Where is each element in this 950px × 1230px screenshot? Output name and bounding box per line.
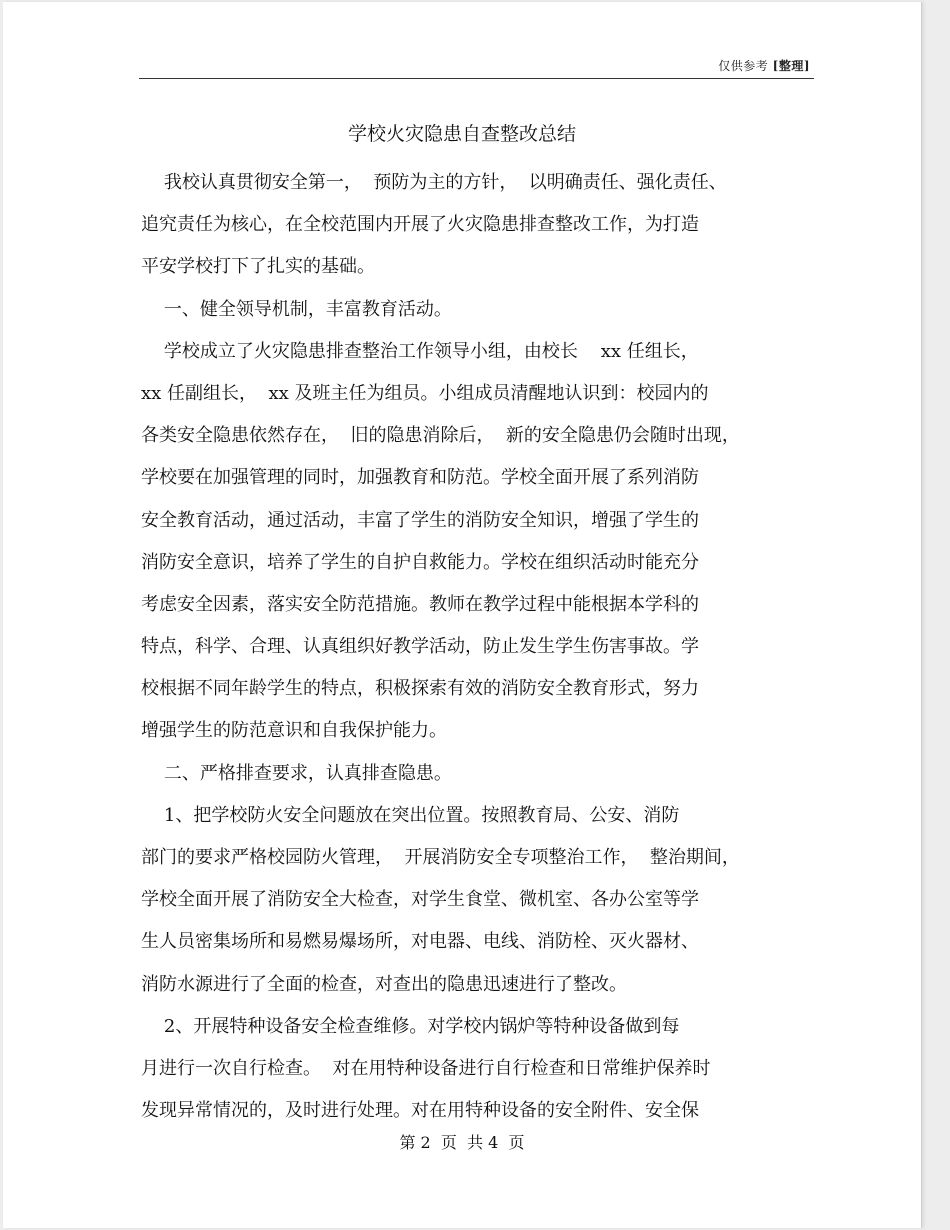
- body-line: 2、开展特种设备安全检查维修。对学校内锅炉等特种设备做到每: [141, 1015, 680, 1037]
- body-line: 增强学生的防范意识和自我保护能力。: [141, 720, 447, 742]
- body-line: 生人员密集场所和易燃易爆场所，对电器、电线、消防栓、灭火器材、: [141, 931, 699, 953]
- document-title: 学校火灾隐患自查整改总结: [347, 123, 576, 145]
- body-line: 我校认真贯彻安全第一， 预防为主的方针， 以明确责任、强化责任、: [141, 172, 727, 193]
- header-divider: [139, 78, 814, 79]
- body-line: 发现异常情况的，及时进行处理。对在用特种设备的安全附件、安全保: [141, 1100, 699, 1122]
- body-line: 各类安全隐患依然存在， 旧的隐患消除后， 新的安全隐患仍会随时出现，: [141, 425, 740, 447]
- header-note: 仅供参考: [718, 59, 769, 73]
- body-line: 平安学校打下了扎实的基础。: [141, 256, 375, 278]
- document-body: [141, 162, 821, 1132]
- page-number-footer: 第 2 页 共 4 页: [399, 1133, 525, 1152]
- body-line: 学校全面开展了消防安全大检查，对学生食堂、微机室、各办公室等学: [141, 889, 699, 911]
- body-line: 学校成立了火灾隐患排查整治工作领导小组，由校长 xx 任组长，: [141, 340, 699, 362]
- body-line: 安全教育活动，通过活动，丰富了学生的消防安全知识，增强了学生的: [141, 509, 699, 531]
- section-heading: 一、健全领导机制，丰富教育活动。: [141, 298, 452, 320]
- body-line: 校根据不同年龄学生的特点，积极探索有效的消防安全教育形式，努力: [141, 678, 699, 700]
- section-heading: 二、严格排查要求，认真排查隐患。: [141, 762, 452, 784]
- document-page: [3, 2, 922, 1228]
- body-line: xx 任副组长， xx 及班主任为组员。小组成员清醒地认识到：校园内的: [141, 382, 709, 404]
- body-line: 消防安全意识，培养了学生的自护自救能力。学校在组织活动时能充分: [141, 551, 699, 573]
- body-line: 消防水源进行了全面的检查，对查出的隐患迅速进行了整改。: [141, 973, 627, 995]
- body-line: 1、把学校防火安全问题放在突出位置。按照教育局、公安、消防: [141, 804, 680, 826]
- body-line: 部门的要求严格校园防火管理， 开展消防安全专项整治工作， 整治期间，: [141, 847, 740, 868]
- header-tag: [整理]: [772, 59, 810, 73]
- body-line: 月进行一次自行检查。 对在用特种设备进行自行检查和日常维护保养时: [141, 1057, 711, 1079]
- body-line: 考虑安全因素，落实安全防范措施。教师在教学过程中能根据本学科的: [141, 593, 699, 615]
- body-line: 学校要在加强管理的同时，加强教育和防范。学校全面开展了系列消防: [141, 467, 699, 489]
- body-line: 追究责任为核心，在全校范围内开展了火灾隐患排查整改工作，为打造: [141, 214, 699, 236]
- body-line: 特点，科学、合理、认真组织好教学活动，防止发生学生伤害事故。学: [141, 636, 699, 658]
- header-label: [718, 57, 810, 74]
